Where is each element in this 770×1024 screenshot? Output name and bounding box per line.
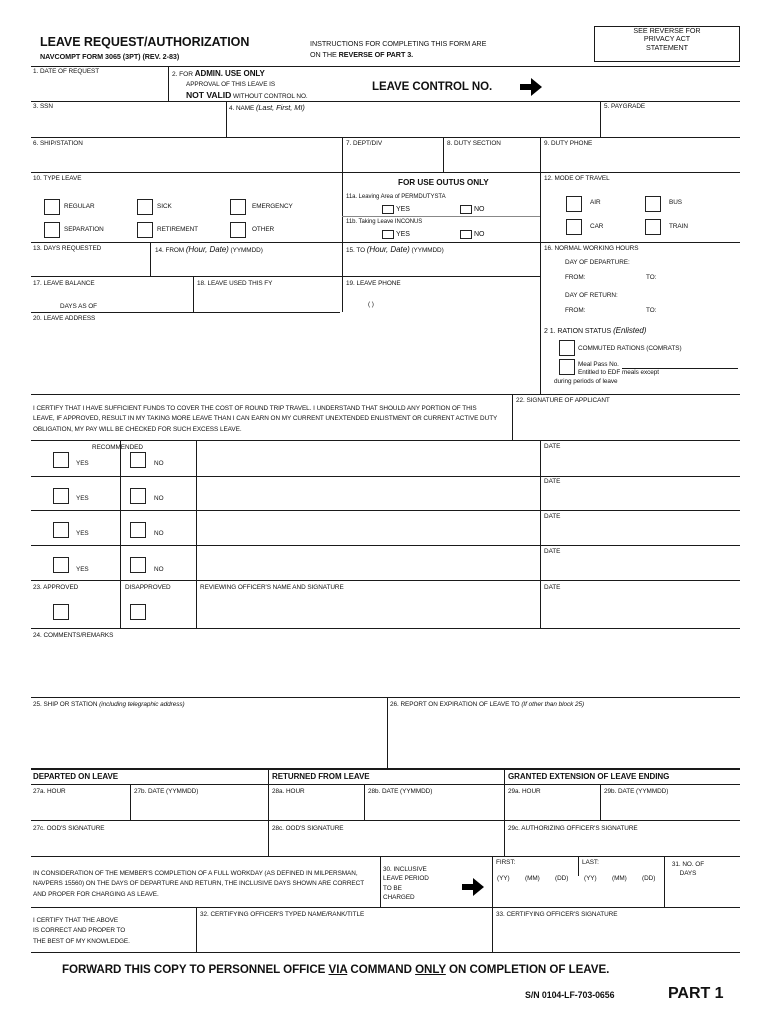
stock-number: S/N 0104-LF-703-0656 — [525, 990, 615, 1000]
recommend-4-yes-label: YES — [76, 566, 89, 573]
departed-date-label: 27b. DATE (YYMMDD) — [134, 788, 199, 795]
recommended-label: RECOMMENDED — [92, 444, 143, 451]
days-as-of-label: DAYS AS OF — [60, 303, 98, 310]
extension-auth-signature[interactable] — [508, 835, 738, 854]
extension-hour-label: 29a. HOUR — [508, 788, 541, 795]
to-date-input[interactable] — [346, 256, 537, 274]
field-24-label: 24. COMMENTS/REMARKS — [33, 632, 114, 639]
q11b-label: 11b. Taking Leave INCONUS — [346, 219, 423, 225]
days-requested-input[interactable] — [33, 255, 147, 274]
last-mm-label: (MM) — [612, 875, 627, 882]
recommend-3-yes-checkbox[interactable] — [53, 522, 69, 538]
extension-date-label: 29b. DATE (YYMMDD) — [604, 788, 669, 795]
field-13-label: 13. DAYS REQUESTED — [33, 245, 102, 252]
recommend-1-yes-checkbox[interactable] — [53, 452, 69, 468]
forward-instruction: FORWARD THIS COPY TO PERSONNEL OFFICE VIA COMMAND ONLY ON COMPLETION OF LEAVE. — [62, 963, 610, 976]
separation-checkbox[interactable] — [44, 222, 60, 238]
field-7-label: 7. DEPT/DIV — [346, 140, 383, 147]
leave-address-input[interactable] — [33, 325, 537, 391]
field-9-label: 9. DUTY PHONE — [544, 140, 593, 147]
field-19-label: 19. LEAVE PHONE — [346, 280, 401, 287]
separation-label: SEPARATION — [64, 226, 104, 233]
recommend-3-no-checkbox[interactable] — [130, 522, 146, 538]
form-title: LEAVE REQUEST/AUTHORIZATION — [40, 35, 250, 49]
field-4-label: 4. NAME (Last, First, MI) — [229, 103, 305, 112]
oconus-title: FOR USE OUTUS ONLY — [398, 178, 489, 187]
approval-date-input[interactable] — [544, 595, 738, 626]
field-22-label: 22. SIGNATURE OF APPLICANT — [516, 397, 610, 404]
number-of-days-input[interactable] — [668, 884, 738, 905]
returned-ood-label: 28c. OOD'S SIGNATURE — [272, 825, 344, 832]
certifying-officer-signature-input[interactable] — [496, 921, 738, 950]
q11b-yes-label: YES — [396, 231, 410, 238]
meal-pass-checkbox[interactable] — [559, 359, 575, 375]
extension-title: GRANTED EXTENSION OF LEAVE ENDING — [508, 772, 670, 781]
recommend-1-date-input[interactable] — [544, 453, 738, 475]
field-8-label: 8. DUTY SECTION — [447, 140, 501, 147]
from-date-input[interactable] — [155, 256, 339, 274]
leave-used-input[interactable] — [197, 290, 339, 310]
last-dd-label: (DD) — [642, 875, 656, 882]
field-14-label: 14. FROM (Hour, Date) (YYMMDD) — [155, 245, 263, 254]
sick-checkbox[interactable] — [137, 199, 153, 215]
departed-hour-input[interactable] — [33, 798, 127, 818]
disapproved-checkbox[interactable] — [130, 604, 146, 620]
departed-date-input[interactable] — [134, 798, 265, 818]
recommend-4-date-input[interactable] — [544, 558, 738, 580]
returned-date-label: 28b. DATE (YYMMDD) — [368, 788, 433, 795]
leave-phone-paren: ( ) — [368, 301, 374, 308]
sick-label: SICK — [157, 203, 172, 210]
departed-hour-label: 27a. HOUR — [33, 788, 66, 795]
field-21-label: 2 1. RATION STATUS (Enlisted) — [544, 326, 647, 335]
recommend-2-yes-label: YES — [76, 495, 89, 502]
car-checkbox[interactable] — [566, 219, 582, 235]
field-18-label: 18. LEAVE USED THIS FY — [197, 280, 273, 287]
extension-date-input[interactable] — [604, 798, 738, 818]
last-label: LAST: — [582, 859, 599, 866]
first-dd-label: (DD) — [555, 875, 569, 882]
returned-hour-label: 28a. HOUR — [272, 788, 305, 795]
field-20-label: 20. LEAVE ADDRESS — [33, 315, 96, 322]
recommend-2-date-input[interactable] — [544, 488, 738, 510]
return-label: DAY OF RETURN: — [565, 292, 618, 299]
commuted-rations-checkbox[interactable] — [559, 340, 575, 356]
field-15-label: 15. TO (Hour, Date) (YYMMDD) — [346, 245, 444, 254]
departed-ood-signature[interactable] — [33, 835, 265, 854]
field-26-label: 26. REPORT ON EXPIRATION OF LEAVE TO (If other than block 25) — [390, 701, 585, 708]
q11a-yes-label: YES — [396, 206, 410, 213]
meal-during-label: during periods of leave — [554, 378, 618, 385]
car-label: CAR — [590, 223, 604, 230]
instructions-line-2: ON THE REVERSE OF PART 3. — [310, 50, 414, 59]
recommend-4-no-label: NO — [154, 566, 164, 573]
air-label: AIR — [590, 199, 601, 206]
field-1-label: 1. DATE OF REQUEST — [33, 68, 100, 75]
q11b-no-label: NO — [474, 231, 485, 238]
part-label: PART 1 — [668, 985, 724, 1002]
recommend-3-date-label: DATE — [544, 513, 561, 520]
field-17-label: 17. LEAVE BALANCE — [33, 280, 95, 287]
certify-correct-text: I CERTIFY THAT THE ABOVE IS CORRECT AND PROPER TO THE BEST OF MY KNOWLEDGE. — [33, 917, 130, 945]
commuted-rations-label: COMMUTED RATIONS (COMRATS) — [578, 345, 682, 352]
return-to-label: TO: — [646, 307, 657, 314]
field-30-label: 30. INCLUSIVE LEAVE PERIOD TO BE CHARGED — [383, 866, 429, 901]
report-on-expiration-input[interactable] — [390, 711, 738, 766]
emergency-label: EMERGENCY — [252, 203, 293, 210]
approved-label: 23. APPROVED — [33, 584, 79, 591]
instructions-line-1: INSTRUCTIONS FOR COMPLETING THIS FORM ARE — [310, 39, 487, 48]
meal-entitled-label: Entitled to EDF meals except — [578, 369, 660, 376]
q11b-yes-checkbox[interactable] — [382, 230, 394, 239]
field-25-label: 25. SHIP OR STATION (including telegraphic address) — [33, 701, 185, 708]
approval-text: APPROVAL OF THIS LEAVE IS — [186, 81, 276, 88]
bus-label: BUS — [669, 199, 682, 206]
applicant-signature-input[interactable] — [516, 408, 738, 438]
duty-phone-input[interactable] — [544, 150, 738, 170]
recommend-3-signature-input[interactable] — [200, 511, 537, 541]
returned-ood-signature[interactable] — [272, 835, 501, 854]
last-yy-label: (YY) — [584, 875, 597, 882]
other-label: OTHER — [252, 226, 275, 233]
field-31-label: 31. NO. OF DAYS — [671, 861, 705, 877]
recommend-3-no-label: NO — [154, 530, 164, 537]
train-label: TRAIN — [669, 223, 688, 230]
field-6-label: 6. SHIP/STATION — [33, 140, 83, 147]
reviewing-officer-input[interactable] — [200, 595, 537, 626]
returned-date-input[interactable] — [368, 798, 501, 818]
recommend-2-no-checkbox[interactable] — [130, 488, 146, 504]
ship-station-input[interactable] — [33, 150, 339, 170]
certify-text: I CERTIFY THAT I HAVE SUFFICIENT FUNDS TO COVER THE COST OF ROUND TRIP TRAVEL. I UNDERSTAND THAT SHOULD ANY PORTION OF THIS LEAVE, IF APPROVED, RESULT IN MY TAKING MORE LEAVE THAN I CAN EARN ON MY CURRENT UNEXTENDED ENLISTMENT OR CURRENT ACTIVE DUTY OBLIGATION, MY PAY WILL BE CHECKED FOR SUCH EXCESS LEAVE. — [33, 405, 498, 433]
name-input[interactable] — [229, 114, 597, 135]
retirement-checkbox[interactable] — [137, 222, 153, 238]
leave-balance-input[interactable] — [33, 290, 190, 301]
recommend-2-date-label: DATE — [544, 478, 561, 485]
approved-checkbox[interactable] — [53, 604, 69, 620]
departed-ood-label: 27c. OOD'S SIGNATURE — [33, 825, 105, 832]
train-checkbox[interactable] — [645, 219, 661, 235]
paygrade-input[interactable] — [604, 113, 738, 135]
first-label: FIRST: — [496, 859, 516, 866]
retirement-label: RETIREMENT — [157, 226, 199, 233]
comments-input[interactable] — [33, 642, 738, 695]
q11a-no-checkbox[interactable] — [460, 205, 472, 214]
inclusive-period-input[interactable] — [496, 884, 661, 905]
approval-date-label: DATE — [544, 584, 561, 591]
departure-label: DAY OF DEPARTURE: — [565, 259, 630, 266]
returned-title: RETURNED FROM LEAVE — [272, 772, 370, 781]
q11a-no-label: NO — [474, 206, 485, 213]
reviewing-officer-label: REVIEWING OFFICER'S NAME AND SIGNATURE — [200, 584, 344, 591]
bus-checkbox[interactable] — [645, 196, 661, 212]
q11a-yes-checkbox[interactable] — [382, 205, 394, 214]
first-yy-label: (YY) — [497, 875, 510, 882]
disapproved-label: DISAPPROVED — [125, 584, 171, 591]
arrow-right-icon — [520, 78, 542, 96]
recommend-4-no-checkbox[interactable] — [130, 557, 146, 573]
meal-pass-label: Meal Pass No. — [578, 361, 619, 368]
air-checkbox[interactable] — [566, 196, 582, 212]
recommend-4-yes-checkbox[interactable] — [53, 557, 69, 573]
consideration-text: IN CONSIDERATION OF THE MEMBER'S COMPLETION OF A FULL WORKDAY (AS DEFINED IN MILPERSMAN, NAVPERS 15560) ON THE DAYS OF DEPARTURE AND RETURN, THE INCLUSIVE DAYS SHOWN ARE CORRECT AND PROPER FOR CHARGING AS LEAVE. — [33, 870, 365, 898]
return-from-label: FROM: — [565, 307, 586, 314]
field-2-label: 2. FOR ADMIN. USE ONLY — [172, 69, 265, 78]
recommend-1-no-label: NO — [154, 460, 164, 467]
field-10-label: 10. TYPE LEAVE — [33, 175, 82, 182]
recommend-1-date-label: DATE — [544, 443, 561, 450]
departure-to-label: TO: — [646, 274, 657, 281]
field-32-label: 32. CERTIFYING OFFICER'S TYPED NAME/RANK/TITLE — [200, 911, 365, 918]
recommend-2-no-label: NO — [154, 495, 164, 502]
recommend-3-yes-label: YES — [76, 530, 89, 537]
extension-hour-input[interactable] — [508, 798, 598, 818]
form-number: NAVCOMPT FORM 3065 (3PT) (REV. 2-83) — [40, 52, 180, 61]
field-16-label: 16. NORMAL WORKING HOURS — [544, 245, 639, 252]
departure-from-label: FROM: — [565, 274, 586, 281]
privacy-statement: SEE REVERSE FOR PRIVACY ACT STATEMENT — [633, 26, 701, 52]
field-33-label: 33. CERTIFYING OFFICER'S SIGNATURE — [496, 911, 618, 918]
certifying-officer-name-input[interactable] — [200, 921, 489, 950]
field-3-label: 3. SSN — [33, 103, 53, 110]
q11a-label: 11a. Leaving Area of PERMDUTYSTA — [346, 194, 446, 200]
duty-section-input[interactable] — [447, 150, 537, 170]
leave-control-input[interactable] — [548, 70, 738, 98]
extension-auth-label: 29c. AUTHORIZING OFFICER'S SIGNATURE — [508, 825, 638, 832]
ship-or-station-input[interactable] — [33, 711, 384, 766]
dept-div-input[interactable] — [346, 150, 440, 170]
regular-label: REGULAR — [64, 203, 95, 210]
q11b-no-checkbox[interactable] — [460, 230, 472, 239]
recommend-1-no-checkbox[interactable] — [130, 452, 146, 468]
other-checkbox[interactable] — [230, 222, 246, 238]
emergency-checkbox[interactable] — [230, 199, 246, 215]
departed-title: DEPARTED ON LEAVE — [33, 772, 119, 781]
not-valid-text: NOT VALID WITHOUT CONTROL NO. — [186, 90, 308, 100]
regular-checkbox[interactable] — [44, 199, 60, 215]
recommend-2-signature-input[interactable] — [200, 476, 537, 506]
returned-hour-input[interactable] — [272, 798, 362, 818]
recommend-2-yes-checkbox[interactable] — [53, 488, 69, 504]
recommend-4-signature-input[interactable] — [200, 546, 537, 576]
leave-control-label: LEAVE CONTROL NO. — [372, 81, 493, 93]
date-of-request-input[interactable] — [33, 78, 167, 100]
arrow-right-icon — [462, 878, 484, 896]
field-5-label: 5. PAYGRADE — [604, 103, 646, 110]
leave-phone-input[interactable] — [346, 290, 537, 310]
recommend-1-signature-input[interactable] — [200, 441, 537, 471]
recommend-3-date-input[interactable] — [544, 523, 738, 545]
field-12-label: 12. MODE OF TRAVEL — [544, 175, 610, 182]
recommend-1-yes-label: YES — [76, 460, 89, 467]
first-mm-label: (MM) — [525, 875, 540, 882]
ssn-input[interactable] — [33, 113, 223, 135]
recommend-4-date-label: DATE — [544, 548, 561, 555]
